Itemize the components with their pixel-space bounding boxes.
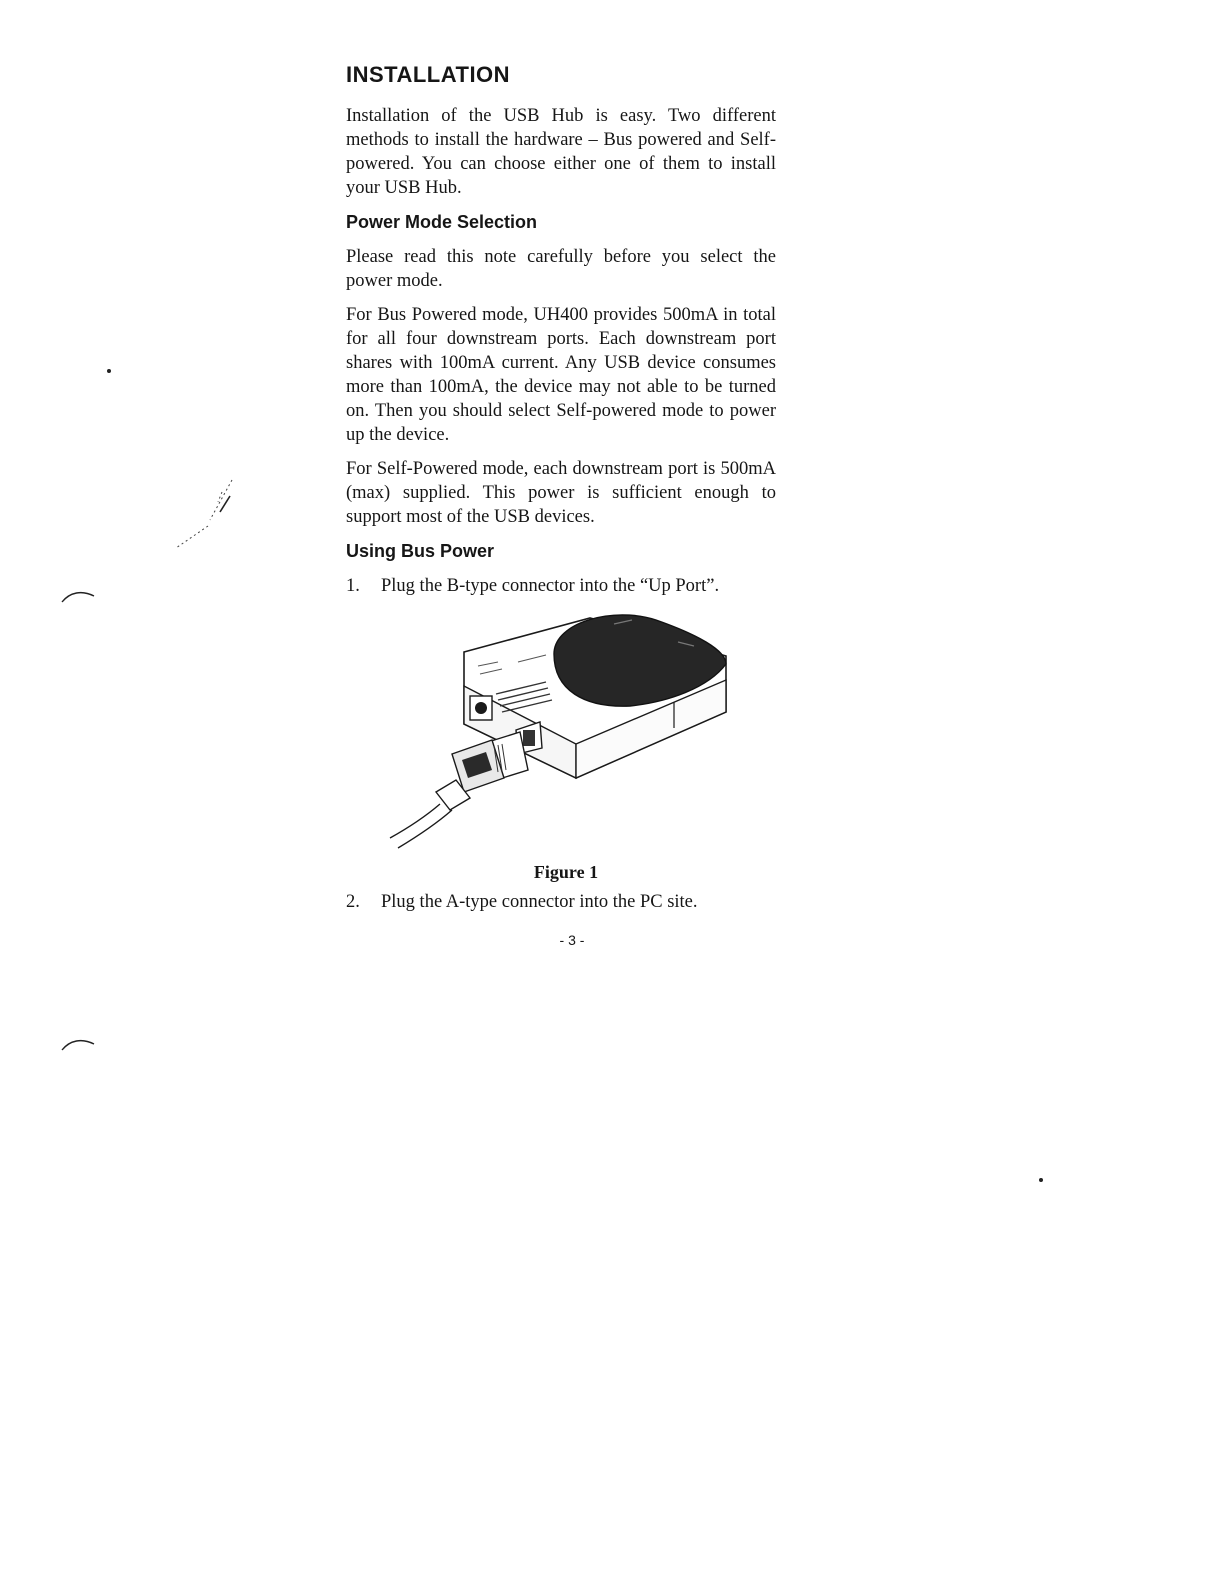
page-number: - 3 - bbox=[559, 932, 585, 948]
bus-power-heading: Using Bus Power bbox=[346, 541, 495, 561]
figure-caption: Figure 1 bbox=[533, 862, 599, 882]
page-title: INSTALLATION bbox=[346, 62, 511, 87]
figure bbox=[346, 602, 776, 852]
self-powered-paragraph: For Self-Powered mode, each downstream port is 500mA (max) supplied. This power is sufficient enough to support most of the USB devices. bbox=[346, 459, 776, 527]
step-number: 2. bbox=[346, 892, 360, 912]
power-mode-heading: Power Mode Selection bbox=[346, 212, 538, 232]
step-text: Plug the B-type connector into the “Up Port”. bbox=[381, 576, 720, 596]
step-number: 1. bbox=[346, 576, 360, 596]
scan-mark-icon bbox=[170, 476, 240, 550]
step-item bbox=[346, 890, 776, 914]
scan-mark-icon bbox=[60, 1036, 96, 1052]
bus-powered-paragraph: For Bus Powered mode, UH400 provides 500mA in total for all four downstream ports. Each downstream port shares with 100mA current. Any USB device consumes more than 100mA, the device may not able to be turned on. Then you should select Self-powered mode to power up the device. bbox=[346, 305, 776, 445]
step-text: Plug the A-type connector into the PC site. bbox=[381, 892, 698, 912]
document-page bbox=[346, 58, 776, 948]
scan-mark-icon bbox=[106, 368, 112, 374]
scan-mark-icon bbox=[1038, 1177, 1044, 1183]
step-item bbox=[346, 574, 776, 598]
power-mode-note: Please read this note carefully before you select the power mode. bbox=[346, 247, 776, 291]
usb-hub-illustration-icon bbox=[378, 602, 728, 852]
scan-mark-icon bbox=[60, 588, 96, 604]
intro-paragraph: Installation of the USB Hub is easy. Two different methods to install the hardware – Bus powered and Self-powered. You can choose either one of them to install your USB Hub. bbox=[346, 106, 776, 198]
